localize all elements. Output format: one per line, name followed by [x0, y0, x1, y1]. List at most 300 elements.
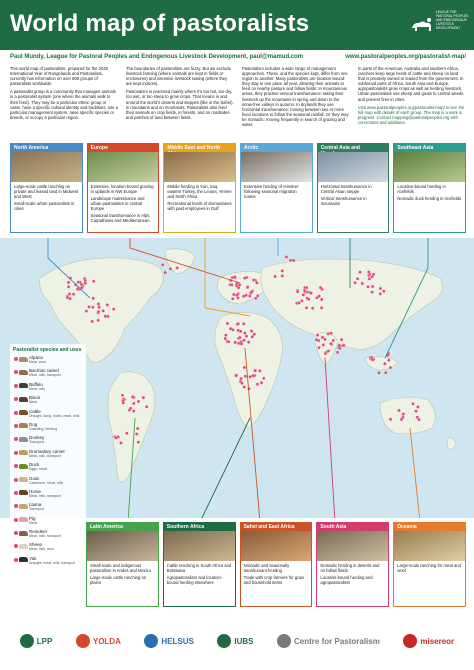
- pastoralist-group-pin[interactable]: [240, 342, 243, 345]
- pastoralist-group-pin[interactable]: [246, 286, 249, 289]
- pastoralist-group-pin[interactable]: [311, 307, 314, 310]
- intro-paragraph: The boundaries of pastoralism are fuzzy. But we exclude livestock farming (where animals are kept in fields or enclosures) and intensive livestock raising (where they are kept indoors).: [126, 66, 231, 87]
- pastoralist-group-pin[interactable]: [232, 293, 235, 296]
- pastoralist-group-pin[interactable]: [231, 297, 234, 300]
- region-photo: [394, 531, 465, 561]
- pastoralist-group-pin[interactable]: [336, 351, 339, 354]
- pastoralist-group-pin[interactable]: [315, 338, 318, 341]
- pastoralist-group-pin[interactable]: [258, 369, 261, 372]
- region-photo: [318, 152, 389, 182]
- partner-logo-icon: [217, 634, 231, 648]
- pastoralist-group-pin[interactable]: [254, 369, 257, 372]
- pastoralist-group-pin[interactable]: [106, 303, 109, 306]
- pastoralist-group-pin[interactable]: [142, 396, 145, 399]
- region-description: Location-bound herding and agropastoralism: [320, 575, 373, 585]
- pastoralist-group-pin[interactable]: [251, 335, 254, 338]
- partner-logo-label: LPP: [36, 636, 53, 646]
- species-icon: [13, 368, 29, 376]
- pastoralist-group-pin[interactable]: [316, 334, 319, 337]
- species-uses: Transport: [29, 507, 44, 512]
- animal-icon: [19, 437, 28, 442]
- pastoralist-group-pin[interactable]: [382, 290, 385, 293]
- partner-logo: [403, 634, 454, 648]
- species-icon: [13, 556, 29, 564]
- pastoralist-group-pin[interactable]: [247, 341, 250, 344]
- pastoralist-group-pin[interactable]: [235, 374, 238, 377]
- africa-shape: [215, 312, 283, 428]
- pastoralist-group-pin[interactable]: [114, 436, 117, 439]
- pastoralist-group-pin[interactable]: [237, 286, 240, 289]
- connector-south-asia: [325, 358, 335, 518]
- pastoralist-group-pin[interactable]: [104, 315, 107, 318]
- author-line: Paul Mundy, League for Pastoral Peoples and Endogenous Livestock Development, paul@mamud.com: [10, 54, 304, 60]
- pastoralist-group-pin[interactable]: [250, 291, 253, 294]
- region-card: [86, 522, 159, 607]
- region-card-body: [241, 182, 312, 203]
- pastoralist-group-pin[interactable]: [239, 377, 242, 380]
- region-description: Recreational herds of dromedaries with paid employees in Gulf: [167, 201, 232, 211]
- animal-icon: [19, 450, 28, 455]
- pastoralist-group-pin[interactable]: [68, 292, 71, 295]
- species-name: Horse: [29, 488, 42, 494]
- pastoralist-group-pin[interactable]: [224, 334, 227, 337]
- map-pin-icon: [14, 544, 18, 548]
- animal-icon: [19, 423, 28, 428]
- intro-column-3: [242, 66, 350, 136]
- pastoralist-group-pin[interactable]: [169, 267, 172, 270]
- region-description: Trade with crop farmers for grain and household items: [243, 575, 305, 585]
- intro-paragraph: Visit www.pastoralpeoples.org/pastoralist-map/ to see the full map with details of each group. The map is a work in progress. Contact mapping@pastoralpeoples.org with corrections and additions.: [358, 104, 465, 125]
- pastoralist-group-pin[interactable]: [414, 410, 417, 413]
- website-link[interactable]: www.pastoralpeoples.org/pastoralist-map/: [345, 54, 466, 60]
- region-card-title: Europe: [88, 144, 159, 152]
- species-name: Dromedary camel: [29, 448, 65, 454]
- species-icon: [13, 409, 29, 417]
- species-icon: [13, 476, 29, 484]
- pastoralist-group-pin[interactable]: [76, 288, 79, 291]
- pastoralist-group-pin[interactable]: [297, 301, 300, 304]
- pastoralist-group-pin[interactable]: [80, 283, 83, 286]
- pastoralist-group-pin[interactable]: [235, 294, 238, 297]
- legend-item: [13, 489, 83, 502]
- species-icon: [13, 462, 29, 470]
- species-uses: Transport: [29, 440, 44, 445]
- map-pin-icon: [14, 531, 18, 535]
- pastoralist-group-pin[interactable]: [305, 286, 308, 289]
- pastoralist-group-pin[interactable]: [242, 322, 245, 325]
- pastoralist-group-pin[interactable]: [371, 291, 374, 294]
- pastoralist-group-pin[interactable]: [319, 286, 322, 289]
- species-uses: Cashmere, meat, milk: [29, 480, 64, 485]
- pastoralist-group-pin[interactable]: [145, 405, 148, 408]
- pastoralist-group-pin[interactable]: [338, 344, 341, 347]
- pastoralist-group-pin[interactable]: [248, 295, 251, 298]
- pastoralist-group-pin[interactable]: [397, 409, 400, 412]
- animal-icon: [19, 397, 28, 402]
- pastoralist-group-pin[interactable]: [92, 297, 95, 300]
- pastoralist-group-pin[interactable]: [416, 405, 419, 408]
- map-pin-icon: [14, 518, 18, 522]
- region-photo: [88, 152, 159, 182]
- pastoralist-group-pin[interactable]: [274, 275, 277, 278]
- legend-item: [13, 556, 83, 569]
- pastoralist-group-pin[interactable]: [132, 402, 135, 405]
- region-description: Large-scale ranching for meat and wool: [397, 563, 461, 573]
- pastoralist-group-pin[interactable]: [340, 338, 343, 341]
- pastoralist-group-pin[interactable]: [402, 413, 405, 416]
- map-pin-icon: [14, 411, 18, 415]
- pastoralist-group-pin[interactable]: [400, 418, 403, 421]
- pastoralist-group-pin[interactable]: [330, 332, 333, 335]
- pastoralist-group-pin[interactable]: [379, 287, 382, 290]
- pastoralist-group-pin[interactable]: [161, 263, 164, 266]
- region-card-body: [87, 561, 158, 589]
- region-card-body: [164, 182, 235, 215]
- pastoralist-group-pin[interactable]: [320, 298, 323, 301]
- region-description: Location-bound herding in ricefields: [397, 184, 446, 194]
- pastoralist-group-pin[interactable]: [66, 296, 69, 299]
- pastoralist-group-pin[interactable]: [92, 280, 95, 283]
- pastoralist-group-pin[interactable]: [324, 352, 327, 355]
- pastoralist-group-pin[interactable]: [379, 292, 382, 295]
- map-pin-icon: [14, 451, 18, 455]
- pastoralist-group-pin[interactable]: [256, 383, 259, 386]
- lpp-animals-logo-icon: [410, 14, 434, 34]
- pastoralist-group-pin[interactable]: [244, 375, 247, 378]
- species-legend: [10, 344, 86, 606]
- pastoralist-group-pin[interactable]: [366, 285, 369, 288]
- legend-item: [13, 355, 83, 368]
- region-cards-top: [10, 143, 466, 233]
- pastoralist-group-pin[interactable]: [125, 432, 128, 435]
- pastoralist-group-pin[interactable]: [317, 346, 320, 349]
- map-pin-icon: [14, 370, 18, 374]
- species-icon: [13, 355, 29, 363]
- species-uses: Meat, milk, transport: [29, 373, 61, 378]
- pastoralist-group-pin[interactable]: [249, 375, 252, 378]
- intro-text: [10, 66, 466, 136]
- lpp-logo-text: LEAGUE FOR PASTORAL PEOPLES AND ENDOGENOUS LIVESTOCK DEVELOPMENT: [436, 10, 469, 30]
- pastoralist-group-pin[interactable]: [97, 302, 100, 305]
- pastoralist-group-pin[interactable]: [416, 416, 419, 419]
- animal-icon: [19, 383, 28, 388]
- pastoralist-group-pin[interactable]: [67, 281, 70, 284]
- legend-item: [13, 382, 83, 395]
- pastoralist-group-pin[interactable]: [135, 432, 138, 435]
- pastoralist-group-pin[interactable]: [302, 293, 305, 296]
- pastoralist-group-pin[interactable]: [176, 266, 179, 269]
- pastoralist-group-pin[interactable]: [260, 381, 263, 384]
- pastoralist-group-pin[interactable]: [281, 269, 284, 272]
- map-pin-icon: [14, 437, 18, 441]
- region-card-body: [318, 182, 389, 210]
- map-pin-icon: [14, 384, 18, 388]
- region-card-body: [241, 561, 312, 589]
- region-card: [163, 522, 236, 607]
- region-description: Vertical transhumance in mountains: [320, 196, 367, 206]
- pastoralist-group-pin[interactable]: [245, 335, 248, 338]
- pastoralist-group-pin[interactable]: [227, 340, 230, 343]
- region-photo: [394, 152, 465, 182]
- pastoralist-group-pin[interactable]: [389, 366, 392, 369]
- pastoralist-group-pin[interactable]: [237, 322, 240, 325]
- legend-item: [13, 409, 83, 422]
- species-uses: Meat: [29, 400, 37, 405]
- region-card: [240, 143, 313, 233]
- pastoralist-group-pin[interactable]: [289, 259, 292, 262]
- region-card: [240, 522, 313, 607]
- species-name: Sheep: [29, 542, 43, 548]
- animal-icon: [19, 504, 28, 509]
- pastoralist-group-pin[interactable]: [250, 330, 253, 333]
- region-card-body: [394, 182, 465, 205]
- region-description: Small-scale and indigenous pastoralism in Andes and Mexico: [90, 563, 152, 573]
- species-uses: Meat, milk, transport: [29, 534, 61, 539]
- species-uses: Draught, meat, milk, transport: [29, 560, 76, 565]
- pastoralist-group-pin[interactable]: [372, 273, 375, 276]
- animal-icon: [19, 464, 28, 469]
- pastoralist-group-pin[interactable]: [281, 274, 284, 277]
- pastoralist-group-pin[interactable]: [411, 402, 414, 405]
- pastoralist-group-pin[interactable]: [91, 306, 94, 309]
- animal-icon: [19, 557, 28, 562]
- pastoralist-group-pin[interactable]: [243, 366, 246, 369]
- pastoralist-group-pin[interactable]: [72, 293, 75, 296]
- partner-logos: [0, 612, 474, 670]
- species-uses: Meat, milk, wool: [29, 547, 55, 552]
- pastoralist-group-pin[interactable]: [377, 371, 380, 374]
- region-description: Nomadic duck herding in ricefields: [397, 196, 462, 201]
- pastoralist-group-pin[interactable]: [97, 319, 100, 322]
- pastoralist-group-pin[interactable]: [300, 299, 303, 302]
- pastoralist-group-pin[interactable]: [321, 336, 324, 339]
- partner-logo-icon: [20, 634, 34, 648]
- region-card-title: Southern Africa: [164, 523, 235, 531]
- species-icon: [13, 449, 29, 457]
- pastoralist-group-pin[interactable]: [97, 310, 100, 313]
- pastoralist-group-pin[interactable]: [136, 427, 139, 430]
- partner-logo-label: HELSUS: [161, 636, 194, 646]
- connector-oceania: [410, 428, 420, 518]
- map-pin-icon: [14, 558, 18, 562]
- pastoralist-group-pin[interactable]: [121, 394, 124, 397]
- legend-item: [13, 435, 83, 448]
- region-description: Cattle ranching in South Africa and Botswana: [166, 563, 232, 573]
- region-card: [316, 522, 389, 607]
- species-icon: [13, 542, 29, 550]
- map-pin-icon: [14, 464, 18, 468]
- region-card-body: [88, 182, 159, 227]
- region-photo: [241, 531, 312, 561]
- animal-icon: [19, 370, 28, 375]
- pastoralist-group-pin[interactable]: [318, 295, 321, 298]
- species-icon: [13, 382, 29, 390]
- pastoralist-group-pin[interactable]: [98, 306, 101, 309]
- legend-item: [13, 368, 83, 381]
- pastoralist-group-pin[interactable]: [251, 374, 254, 377]
- intro-paragraph: In parts of the Americas, Australia and southern Africa, ranchers keep large herds of cattle and sheep on land that is privately owned or leased from the government. In subhumid parts of Africa, South Asia and Europe, agropastoralists grow crops as well as herding livestock. Urban pastoralists use sheep and goats to control weeds and prevent fires in cities.: [358, 66, 464, 102]
- animal-icon: [19, 517, 28, 522]
- region-description: Extensive, location-bound grazing in uplands in NW Europe: [90, 184, 154, 194]
- pastoralist-group-pin[interactable]: [358, 271, 361, 274]
- pastoralist-group-pin[interactable]: [367, 271, 370, 274]
- species-name: Duck: [29, 462, 40, 468]
- pastoralist-group-pin[interactable]: [253, 333, 256, 336]
- pastoralist-group-pin[interactable]: [164, 271, 167, 274]
- species-uses: Meat, milk, transport: [29, 493, 61, 498]
- animal-icon: [19, 531, 28, 536]
- intro-paragraph: Pastoralism includes a wide range of management approaches. These, and the species kept, differ from one region to another. Many pastoralists are location-bound: they stay in one place all year, allowing their animals to feed on nearby pasture and fallow fields. In mountainous areas, they practise vertical transhumance: taking their livestock up the mountains in spring and down to the snow-free valleys in autumn. In drylands they use horizontal transhumance: moving between two or more fixed locations to follow the seasonal rainfall. Or they may be nomadic: moving frequently in search of grazing and water.: [242, 66, 349, 128]
- species-name: Reindeer: [29, 529, 48, 535]
- pastoralist-group-pin[interactable]: [132, 409, 135, 412]
- region-card-body: [394, 561, 465, 577]
- species-name: Yak: [29, 555, 37, 561]
- pastoralist-group-pin[interactable]: [292, 259, 295, 262]
- region-description: Horizontal transhumance in Central Asian steppe: [320, 184, 372, 194]
- species-uses: Meat: [29, 520, 37, 525]
- pastoralist-group-pin[interactable]: [384, 371, 387, 374]
- partner-logo-label: YOLDA: [92, 636, 121, 646]
- pastoralist-group-pin[interactable]: [327, 349, 330, 352]
- region-card-title: Sahel and East Africa: [241, 523, 312, 531]
- connector-southern-africa: [200, 418, 250, 518]
- species-uses: Guarding, herding: [29, 426, 58, 431]
- legend-items: [13, 355, 83, 569]
- pastoralist-group-pin[interactable]: [256, 294, 259, 297]
- pastoralist-group-pin[interactable]: [243, 385, 246, 388]
- partner-logo-icon: [144, 634, 158, 648]
- species-name: Dog: [29, 421, 38, 427]
- species-icon: [13, 489, 29, 497]
- pastoralist-group-pin[interactable]: [88, 305, 91, 308]
- intro-column-2: [126, 66, 234, 136]
- pastoralist-group-pin[interactable]: [243, 331, 246, 334]
- pastoralist-group-pin[interactable]: [305, 306, 308, 309]
- region-description: Small-scale urban pastoralists in cities: [14, 201, 75, 211]
- legend-item: [13, 422, 83, 435]
- pastoralist-group-pin[interactable]: [122, 401, 125, 404]
- region-card-title: Southeast Asia: [394, 144, 465, 152]
- partner-logo-icon: [76, 634, 90, 648]
- pastoralist-group-pin[interactable]: [303, 289, 306, 292]
- pastoralist-group-pin[interactable]: [327, 332, 330, 335]
- pastoralist-group-pin[interactable]: [368, 277, 371, 280]
- pastoralist-group-pin[interactable]: [137, 441, 140, 444]
- species-name: Cattle: [29, 408, 41, 414]
- partner-logo: [217, 634, 253, 648]
- region-photo: [164, 531, 235, 561]
- pastoralist-group-pin[interactable]: [137, 400, 140, 403]
- region-description: Extensive herding of reindeer following seasonal migration routes: [244, 184, 299, 199]
- pastoralist-group-pin[interactable]: [131, 395, 134, 398]
- pastoralist-group-pin[interactable]: [243, 277, 246, 280]
- species-uses: Draught, dung, hides, meat, milk: [29, 413, 80, 418]
- pastoralist-group-pin[interactable]: [356, 277, 359, 280]
- pastoralist-group-pin[interactable]: [238, 336, 241, 339]
- pastoralist-group-pin[interactable]: [84, 282, 87, 285]
- map-pin-icon: [14, 357, 18, 361]
- pastoralist-group-pin[interactable]: [329, 342, 332, 345]
- region-card-title: Middle East and North: [164, 144, 235, 152]
- map-pin-icon: [14, 478, 18, 482]
- pastoralist-group-pin[interactable]: [310, 292, 313, 295]
- pastoralist-group-pin[interactable]: [389, 418, 392, 421]
- pastoralist-group-pin[interactable]: [229, 327, 232, 330]
- pastoralist-group-pin[interactable]: [320, 306, 323, 309]
- species-uses: Meat, milk, transport: [29, 453, 61, 458]
- legend-item: [13, 502, 83, 515]
- pastoralist-group-pin[interactable]: [233, 275, 236, 278]
- region-card-body: [317, 561, 388, 589]
- europe-shape: [217, 271, 266, 304]
- pastoralist-group-pin[interactable]: [77, 281, 80, 284]
- pastoralist-group-pin[interactable]: [285, 255, 288, 258]
- pastoralist-group-pin[interactable]: [102, 309, 105, 312]
- pastoralist-group-pin[interactable]: [129, 407, 132, 410]
- pastoralist-group-pin[interactable]: [307, 298, 310, 301]
- pastoralist-group-pin[interactable]: [262, 377, 265, 380]
- pastoralist-group-pin[interactable]: [245, 294, 248, 297]
- pastoralist-group-pin[interactable]: [239, 330, 242, 333]
- pastoralist-group-pin[interactable]: [119, 441, 122, 444]
- pastoralist-group-pin[interactable]: [353, 281, 356, 284]
- animal-icon: [19, 477, 28, 482]
- species-uses: Eggs, meat: [29, 467, 47, 472]
- pastoralist-group-pin[interactable]: [371, 358, 374, 361]
- region-card: [10, 143, 83, 233]
- region-description: Nomadic and seasonally transhumant herding: [243, 563, 290, 573]
- species-uses: Meat, wool: [29, 360, 46, 364]
- region-cards-bottom: [86, 522, 466, 607]
- pastoralist-group-pin[interactable]: [85, 310, 88, 313]
- pastoralist-group-pin[interactable]: [230, 283, 233, 286]
- region-description: Large-scale cattle ranching on plains: [90, 575, 147, 585]
- pastoralist-group-pin[interactable]: [322, 343, 325, 346]
- pastoralist-group-pin[interactable]: [252, 278, 255, 281]
- pastoralist-group-pin[interactable]: [67, 285, 70, 288]
- pastoralist-group-pin[interactable]: [332, 339, 335, 342]
- pastoralist-group-pin[interactable]: [383, 362, 386, 365]
- species-name: Llama: [29, 502, 42, 508]
- species-icon: [13, 529, 29, 537]
- region-card-body: [11, 182, 82, 215]
- region-card: [393, 522, 466, 607]
- species-icon: [13, 516, 29, 524]
- intro-column-4: [358, 66, 466, 136]
- pastoralist-group-pin[interactable]: [361, 282, 364, 285]
- region-description: Landscape maintenance and urban pastoralism in central Europe: [90, 196, 145, 211]
- pastoralist-group-pin[interactable]: [296, 290, 299, 293]
- pastoralist-group-pin[interactable]: [226, 322, 229, 325]
- pastoralist-group-pin[interactable]: [224, 337, 227, 340]
- pastoralist-group-pin[interactable]: [243, 339, 246, 342]
- pastoralist-group-pin[interactable]: [91, 320, 94, 323]
- pastoralist-group-pin[interactable]: [112, 308, 115, 311]
- region-card: [163, 143, 236, 233]
- pastoralist-group-pin[interactable]: [371, 285, 374, 288]
- australia-shape: [380, 397, 435, 434]
- pastoralist-group-pin[interactable]: [240, 382, 243, 385]
- pastoralist-group-pin[interactable]: [342, 344, 345, 347]
- intro-paragraph: A pastoralist group is a community that manages animals in a pastoralist system (one where the animals walk to their feed). They may be a particular ethnic group or caste, have a specific cultural identity and traditions, use a particular management system, raise specific species or breeds, or occupy a particular region.: [10, 89, 119, 120]
- pastoralist-group-pin[interactable]: [234, 341, 237, 344]
- partner-logo-label: misereor: [420, 636, 455, 646]
- legend-item: [13, 462, 83, 475]
- pastoralist-group-pin[interactable]: [387, 359, 390, 362]
- legend-item: [13, 529, 83, 542]
- region-photo: [11, 152, 82, 182]
- region-card-title: Central Asia and: [318, 144, 389, 152]
